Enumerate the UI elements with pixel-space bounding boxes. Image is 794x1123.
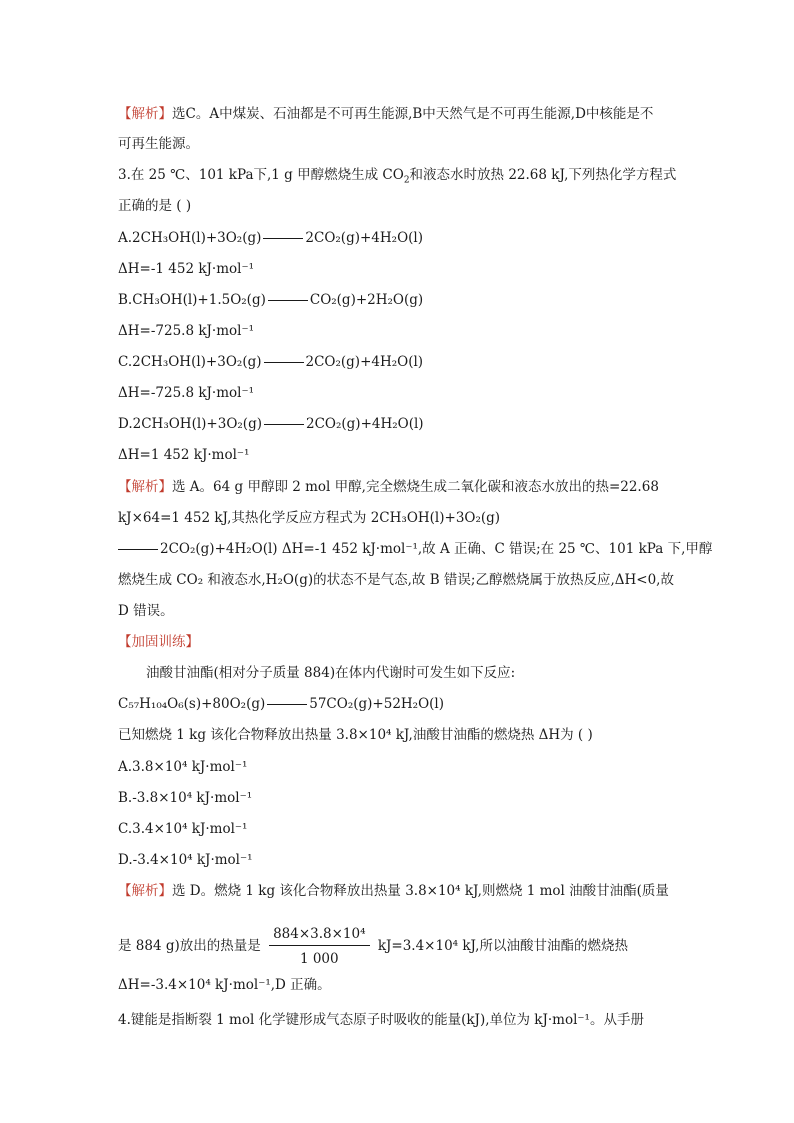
reinforcement-option-b: B.-3.8×10⁴ kJ·mol⁻¹ — [118, 790, 253, 806]
option-d-enthalpy: ΔH=1 452 kJ·mol⁻¹ — [118, 447, 250, 463]
analysis-tag: 【解析】 — [118, 479, 172, 495]
option-b-enthalpy: ΔH=-725.8 kJ·mol⁻¹ — [118, 323, 255, 339]
fraction-numerator: 884×3.8×10⁴ — [269, 925, 369, 946]
reinforcement-equation: C₅₇H₁₀₄O₆(s)+80O₂(g) 57CO₂(g)+52H₂O(l) — [118, 696, 445, 712]
reinforcement-option-a: A.3.8×10⁴ kJ·mol⁻¹ — [118, 759, 248, 775]
reaction-arrow — [264, 362, 304, 363]
option-d-equation: D.2CH₃OH(l)+3O₂(g) 2CO₂(g)+4H₂O(l) — [118, 416, 424, 432]
analysis-tag: 【解析】 — [118, 106, 172, 122]
solution-line-1: 【解析】选 D。燃烧 1 kg 该化合物释放出热量 3.8×10⁴ kJ,则燃烧 1 mol 油酸甘油酯(质量 — [118, 883, 669, 899]
solution-line-3: ΔH=-3.4×10⁴ kJ·mol⁻¹,D 正确。 — [118, 977, 331, 993]
option-c-enthalpy: ΔH=-725.8 kJ·mol⁻¹ — [118, 385, 255, 401]
question-4-stem: 4.键能是指断裂 1 mol 化学键形成气态原子时吸收的能量(kJ),单位为 kJ·mol⁻¹。从手册 — [118, 1012, 644, 1028]
reinforcement-intro: 油酸甘油酯(相对分子质量 884)在体内代谢时可发生如下反应: — [146, 665, 516, 681]
reaction-arrow — [267, 704, 307, 705]
solution-line-2: 是 884 g)放出的热量是 $\frac{\text{884×3.8×10⁴}}{1 000}$ kJ=3.4×10⁴ kJ,所以油酸甘油酯的燃烧热 — [118, 926, 628, 967]
explanation-line-4: 燃烧生成 CO₂ 和液态水,H₂O(g)的状态不是气态,故 B 错误;乙醇燃烧属于放热反应,ΔH<0,故 — [118, 572, 674, 588]
fraction — [269, 925, 369, 968]
option-c-equation: C.2CH₃OH(l)+3O₂(g) 2CO₂(g)+4H₂O(l) — [118, 354, 424, 370]
reaction-arrow — [118, 549, 158, 550]
reinforcement-option-d: D.-3.4×10⁴ kJ·mol⁻¹ — [118, 852, 253, 868]
option-b-equation: B.CH₃OH(l)+1.5O₂(g) CO₂(g)+2H₂O(g) — [118, 292, 424, 308]
analysis-tag: 【解析】 — [118, 883, 172, 899]
option-a-enthalpy: ΔH=-1 452 kJ·mol⁻¹ — [118, 261, 255, 277]
reinforcement-question: 已知燃烧 1 kg 该化合物释放出热量 3.8×10⁴ kJ,油酸甘油酯的燃烧热 ΔH为 ( ) — [118, 727, 593, 743]
analysis-line-2: 可再生能源。 — [118, 136, 199, 152]
explanation-line-1: 【解析】选 A。64 g 甲醇即 2 mol 甲醇,完全燃烧生成二氧化碳和液态水放出的热=22.68 — [118, 479, 659, 495]
reaction-arrow — [268, 300, 308, 301]
explanation-line-2: kJ×64=1 452 kJ,其热化学反应方程式为 2CH₃OH(l)+3O₂(g) — [118, 510, 501, 526]
option-a-equation: A.2CH₃OH(l)+3O₂(g) 2CO₂(g)+4H₂O(l) — [118, 230, 423, 246]
reinforcement-option-c: C.3.4×10⁴ kJ·mol⁻¹ — [118, 821, 248, 837]
explanation-line-5: D 错误。 — [118, 603, 174, 619]
fraction-denominator: 1 000 — [299, 951, 339, 967]
question-3-stem: 3.在 25 ℃、101 kPa下,1 g 甲醇燃烧生成 $CO_2$和液态水时放热 22.68 kJ,下列热化学方程式 — [118, 167, 677, 186]
reaction-arrow — [263, 238, 303, 239]
question-3-stem-2: 正确的是 ( ) — [118, 198, 192, 214]
explanation-line-3: 2CO₂(g)+4H₂O(l) ΔH=-1 452 kJ·mol⁻¹,故 A 正确、C 错误;在 25 ℃、101 kPa 下,甲醇 — [118, 539, 712, 559]
reinforcement-tag: 【加固训练】 — [118, 634, 199, 650]
analysis-line-1: 【解析】选C。A中煤炭、石油都是不可再生能源,B中天然气是不可再生能源,D中核能是不 — [118, 106, 654, 122]
reaction-arrow — [264, 424, 304, 425]
